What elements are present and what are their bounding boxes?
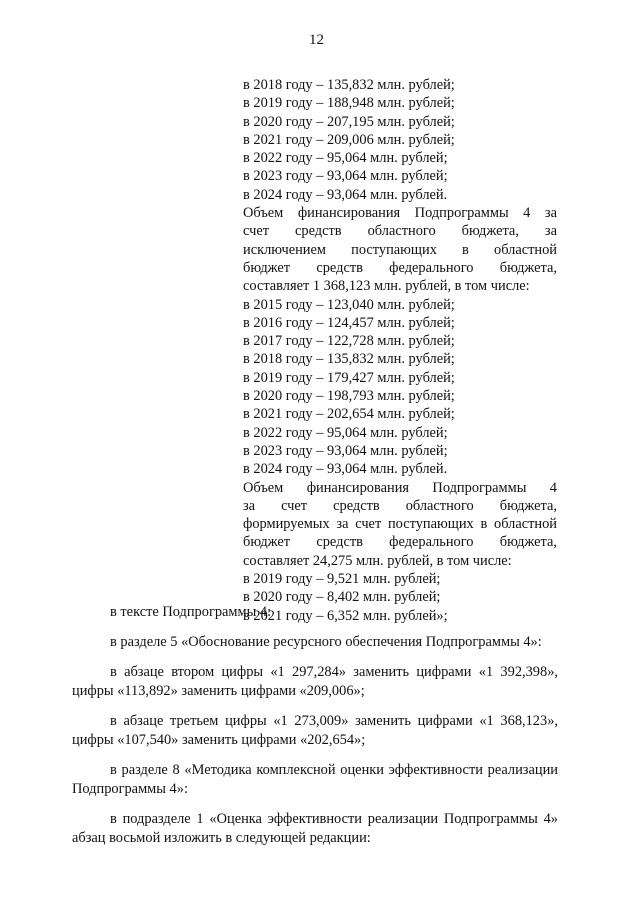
year-line: в 2023 году – 93,064 млн. рублей; — [243, 168, 448, 185]
year-line: в 2017 году – 122,728 млн. рублей; — [243, 333, 455, 350]
paragraph-line: в тексте Подпрограммы 4: — [110, 604, 272, 620]
year-line: в 2019 году – 179,427 млн. рублей; — [243, 369, 455, 386]
year-line: в 2022 году – 95,064 млн. рублей; — [243, 150, 448, 167]
paragraph — [72, 603, 558, 622]
year-line: в 2015 году – 123,040 млн. рублей; — [243, 296, 455, 313]
year-line: в 2018 году – 135,832 млн. рублей; — [243, 77, 455, 93]
paragraph-line: цифры «107,540» заменить цифрами «202,654»; — [72, 732, 366, 748]
financing-paragraph-line: за счет средств областного бюджета, — [243, 497, 557, 514]
year-line: в 2024 году – 93,064 млн. рублей. — [243, 186, 448, 203]
amendment-text — [72, 603, 558, 848]
financing-paragraph-line: формируемых за счет поступающих в областной — [243, 516, 557, 533]
financing-paragraph-line: счет средств областного бюджета, за — [243, 223, 557, 240]
financing-paragraph-line: бюджет средств федерального бюджета, — [243, 259, 557, 276]
year-line: в 2023 году – 93,064 млн. рублей; — [243, 442, 448, 459]
paragraph — [72, 663, 558, 701]
paragraph-line: Подпрограммы 4»: — [72, 781, 188, 797]
paragraph — [72, 761, 558, 799]
paragraph-line: в разделе 5 «Обоснование ресурсного обеспечения Подпрограммы 4»: — [110, 634, 542, 650]
year-line: в 2019 году – 9,521 млн. рублей; — [243, 571, 441, 588]
page-number: 12 — [309, 32, 324, 48]
financing-paragraph-line: бюджет средств федерального бюджета, — [243, 534, 557, 551]
paragraph — [72, 712, 558, 750]
year-line: в 2018 году – 135,832 млн. рублей; — [243, 351, 455, 368]
financing-paragraph-line: исключением поступающих в областной — [243, 241, 557, 258]
paragraph-line: в подразделе 1 «Оценка эффективности реализации Подпрограммы 4» — [110, 811, 558, 827]
paragraph — [72, 810, 558, 848]
year-line: в 2020 году – 207,195 млн. рублей; — [243, 113, 455, 130]
paragraph-line: в абзаце втором цифры «1 297,284» заменить цифрами «1 392,398», — [110, 664, 558, 680]
paragraph-line: цифры «113,892» заменить цифрами «209,006»; — [72, 683, 365, 699]
year-line: в 2021 году – 202,654 млн. рублей; — [243, 406, 455, 423]
paragraph-line: абзац восьмой изложить в следующей редакции: — [72, 830, 371, 846]
financing-paragraph-line: составляет 1 368,123 млн. рублей, в том числе: — [243, 278, 530, 295]
year-line: в 2024 году – 93,064 млн. рублей. — [243, 461, 448, 478]
year-line: в 2020 году – 198,793 млн. рублей; — [243, 388, 455, 405]
year-line: в 2019 году – 188,948 млн. рублей; — [243, 95, 455, 112]
year-line: в 2021 году – 6,352 млн. рублей»; — [243, 607, 448, 624]
year-line: в 2020 году – 8,402 млн. рублей; — [243, 589, 441, 606]
year-line: в 2016 году – 124,457 млн. рублей; — [243, 314, 455, 331]
financing-paragraph-line: составляет 24,275 млн. рублей, в том числе: — [243, 552, 512, 569]
financing-paragraph-line: Объем финансирования Подпрограммы 4 за — [243, 205, 557, 222]
paragraph-line: в разделе 8 «Методика комплексной оценки эффективности реализации — [110, 762, 558, 778]
paragraph-line: в абзаце третьем цифры «1 273,009» заменить цифрами «1 368,123», — [110, 713, 558, 729]
year-line: в 2022 году – 95,064 млн. рублей; — [243, 424, 448, 441]
paragraph — [72, 633, 558, 652]
year-line: в 2021 году – 209,006 млн. рублей; — [243, 131, 455, 148]
financing-indent-block — [243, 76, 557, 625]
financing-paragraph-line: Объем финансирования Подпрограммы 4 — [243, 479, 557, 496]
